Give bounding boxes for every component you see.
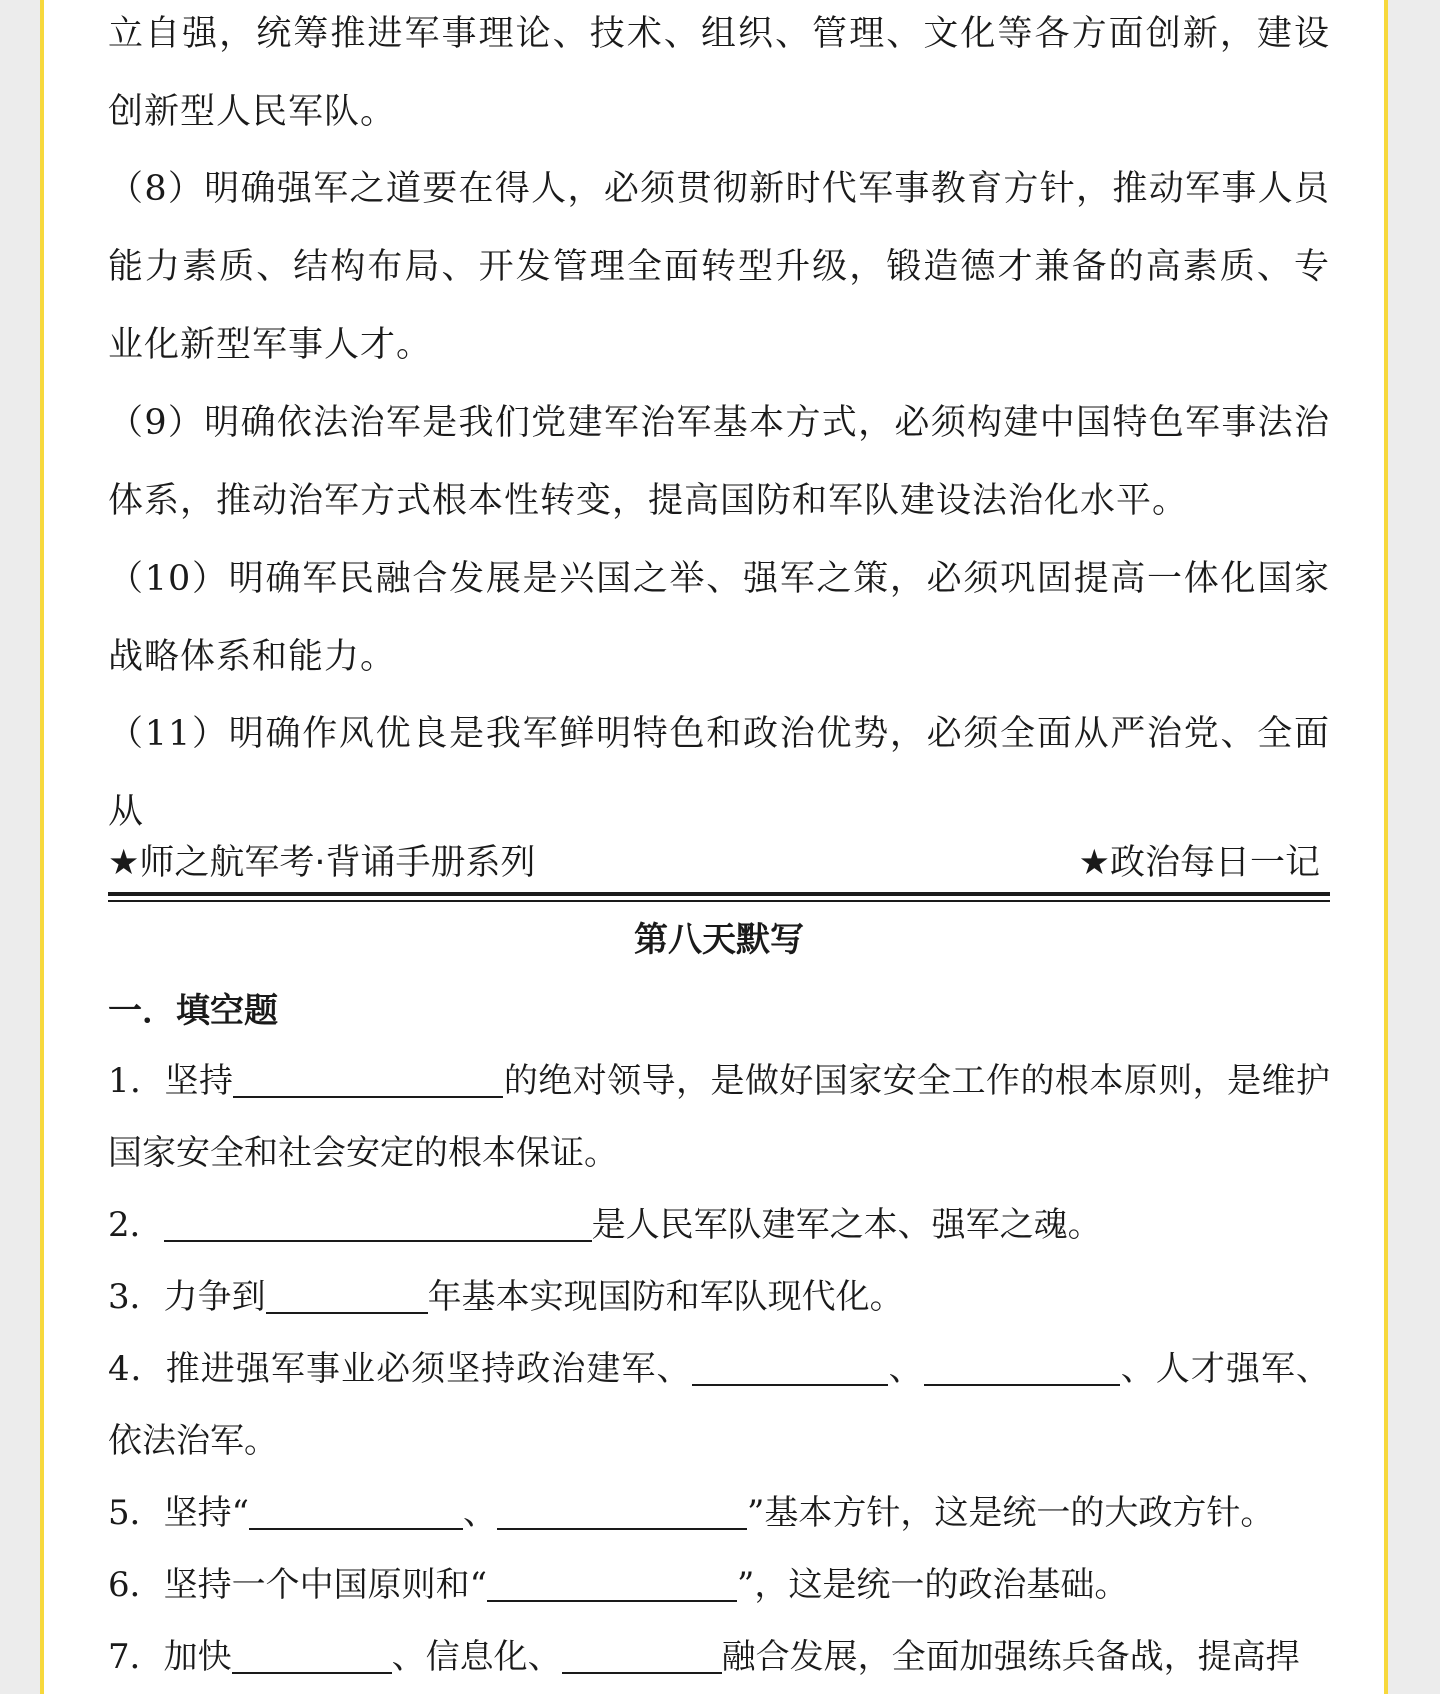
question-text: 推进强军事业必须坚持政治建军、 <box>165 1349 692 1389</box>
answer-blank[interactable] <box>487 1566 737 1602</box>
question-text: ”基本方针，这是统一的大政方针。 <box>747 1493 1275 1533</box>
section-heading: 一．填空题 <box>108 991 278 1031</box>
question-number: 7． <box>108 1637 164 1677</box>
question-6 <box>108 1549 1330 1621</box>
question-text: 年基本实现国防和军队现代化。 <box>427 1277 904 1317</box>
answer-blank[interactable] <box>249 1494 463 1530</box>
header-rule-thin <box>108 900 1330 902</box>
series-header-right: ★政治每日一记 <box>1078 843 1320 883</box>
question-text: 坚持 <box>164 1061 234 1101</box>
paragraph-10: （10）明确军民融合发展是兴国之举、强军之策，必须巩固提高一体化国家战略体系和能力。 <box>108 559 1330 677</box>
question-7 <box>108 1621 1330 1693</box>
paragraph-9: （9）明确依法治军是我们党建军治军基本方式，必须构建中国特色军事法治体系，推动治军方式根本性转变，提高国防和军队建设法治化水平。 <box>108 403 1330 521</box>
question-number: 1． <box>108 1061 165 1101</box>
answer-blank[interactable] <box>497 1494 747 1530</box>
question-text: 的绝对领导，是做好国家安全工作的根本原则，是维护国家安全和社会安定的根本保证。 <box>108 1061 1330 1173</box>
document-page <box>40 0 1388 1694</box>
answer-blank[interactable] <box>232 1638 392 1674</box>
question-text: ”，这是统一的政治基础。 <box>737 1565 1129 1605</box>
question-text: 加快 <box>163 1637 232 1677</box>
question-number: 2． <box>108 1205 164 1245</box>
question-text: 、 <box>463 1493 498 1533</box>
header-rule-thick <box>108 892 1330 896</box>
question-text: 、信息化、 <box>391 1637 562 1677</box>
question-1 <box>108 1045 1330 1189</box>
answer-blank[interactable] <box>924 1350 1120 1386</box>
answer-blank[interactable] <box>233 1062 503 1098</box>
question-text: 融合发展，全面加强练兵备战，提高捍 <box>721 1637 1300 1677</box>
question-number: 3． <box>108 1277 164 1317</box>
series-header-left: ★师之航军考·背诵手册系列 <box>108 843 536 883</box>
paragraph-7-continued: 立自强，统筹推进军事理论、技术、组织、管理、文化等各方面创新，建设创新型人民军队。 <box>108 14 1330 132</box>
paragraph-11: （11）明确作风优良是我军鲜明特色和政治优势，必须全面从严治党、全面从 <box>108 714 1330 832</box>
answer-blank[interactable] <box>164 1206 592 1242</box>
question-number: 4． <box>108 1349 166 1389</box>
question-number: 5． <box>108 1493 164 1533</box>
question-number: 6． <box>108 1565 164 1605</box>
question-text: 、人才强军、依法治军。 <box>108 1349 1331 1461</box>
question-4 <box>108 1333 1330 1477</box>
question-5 <box>108 1477 1330 1549</box>
answer-blank[interactable] <box>266 1278 428 1314</box>
page-title: 第八天默写 <box>634 920 804 960</box>
question-2 <box>108 1189 1330 1261</box>
answer-blank[interactable] <box>692 1350 888 1386</box>
question-text: 力争到 <box>163 1277 266 1317</box>
question-text: 坚持一个中国原则和“ <box>163 1565 488 1605</box>
question-text: 、 <box>887 1349 924 1389</box>
question-3 <box>108 1261 1330 1333</box>
question-text: 坚持“ <box>163 1493 250 1533</box>
question-text: 是人民军队建军之本、强军之魂。 <box>591 1205 1102 1245</box>
paragraph-8: （8）明确强军之道要在得人，必须贯彻新时代军事教育方针，推动军事人员能力素质、结构布局、开发管理全面转型升级，锻造德才兼备的高素质、专业化新型军事人才。 <box>108 169 1330 365</box>
answer-blank[interactable] <box>562 1638 722 1674</box>
